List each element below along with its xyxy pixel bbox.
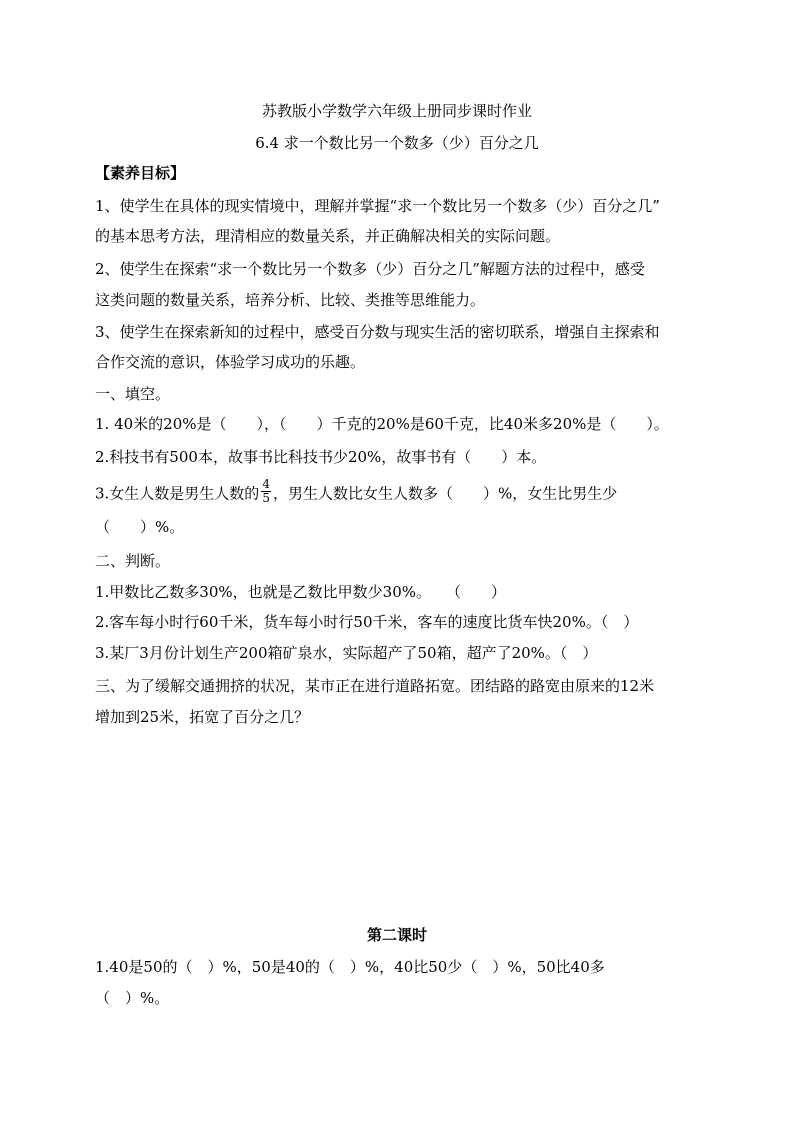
fraction-denominator: 5 [262, 491, 270, 505]
lesson-2-question-line-1: 1.40是50的（ ）%，50是40的（ ）%，40比50少（ ）%，50比40多 [95, 958, 605, 976]
goals-heading: 【素养目标】 [95, 164, 186, 182]
fraction-numerator: 4 [262, 477, 270, 491]
section-3-line-1: 三、为了缓解交通拥挤的状况，某市正在进行道路拓宽。团结路的路宽由原来的12米 [95, 677, 655, 695]
judge-question-3: 3.某厂3月份计划生产200箱矿泉水，实际超产了50箱，超产了20%。（ ） [95, 644, 598, 662]
lesson-2-heading: 第二课时 [366, 926, 427, 944]
goal-3-line-2: 合作交流的意识，体验学习成功的乐趣。 [95, 353, 366, 371]
fill-question-3-suffix: ，男生人数比女生人数多（ ）%，女生比男生少 [272, 484, 618, 503]
section-3-line-2: 增加到25米，拓宽了百分之几？ [95, 708, 310, 726]
judge-question-2: 2.客车每小时行60千米，货车每小时行50千米，客车的速度比货车快20%。（ ） [95, 613, 639, 631]
fill-question-3-prefix: 3.女生人数是男生人数的 [95, 484, 260, 503]
doc-title: 苏教版小学数学六年级上册同步课时作业 [261, 102, 532, 120]
goal-1-line-1: 1、使学生在具体的现实情境中，理解并掌握“求一个数比另一个数多（少）百分之几” [95, 197, 660, 215]
goal-1-line-2: 的基本思考方法，理清相应的数量关系，并正确解决相关的实际问题。 [95, 227, 561, 245]
goal-2-line-1: 2、使学生在探索“求一个数比另一个数多（少）百分之几”解题方法的过程中，感受 [95, 260, 645, 278]
judge-question-1: 1.甲数比乙数多30%，也就是乙数比甲数少30%。 （ ） [95, 583, 506, 601]
lesson-2-question-line-2: （ ）%。 [95, 989, 170, 1007]
fill-question-3-continuation: （ ）%。 [95, 518, 185, 536]
section-2-heading: 二、判断。 [95, 552, 171, 570]
fill-question-1: 1. 40米的20%是（ ），（ ）千克的20%是60千克，比40米多20%是（ ）。 [95, 415, 669, 433]
doc-subtitle: 6.4 求一个数比另一个数多（少）百分之几 [255, 134, 539, 152]
fraction-four-fifths [261, 478, 271, 505]
section-1-heading: 一、填空。 [95, 385, 171, 403]
goal-3-line-1: 3、使学生在探索新知的过程中，感受百分数与现实生活的密切联系，增强自主探索和 [95, 323, 660, 341]
fill-question-2: 2.科技书有500本，故事书比科技书少20%，故事书有（ ）本。 [95, 448, 547, 466]
fill-question-3 [95, 477, 734, 508]
goal-2-line-2: 这类问题的数量关系，培养分析、比较、类推等思维能力。 [95, 291, 486, 309]
